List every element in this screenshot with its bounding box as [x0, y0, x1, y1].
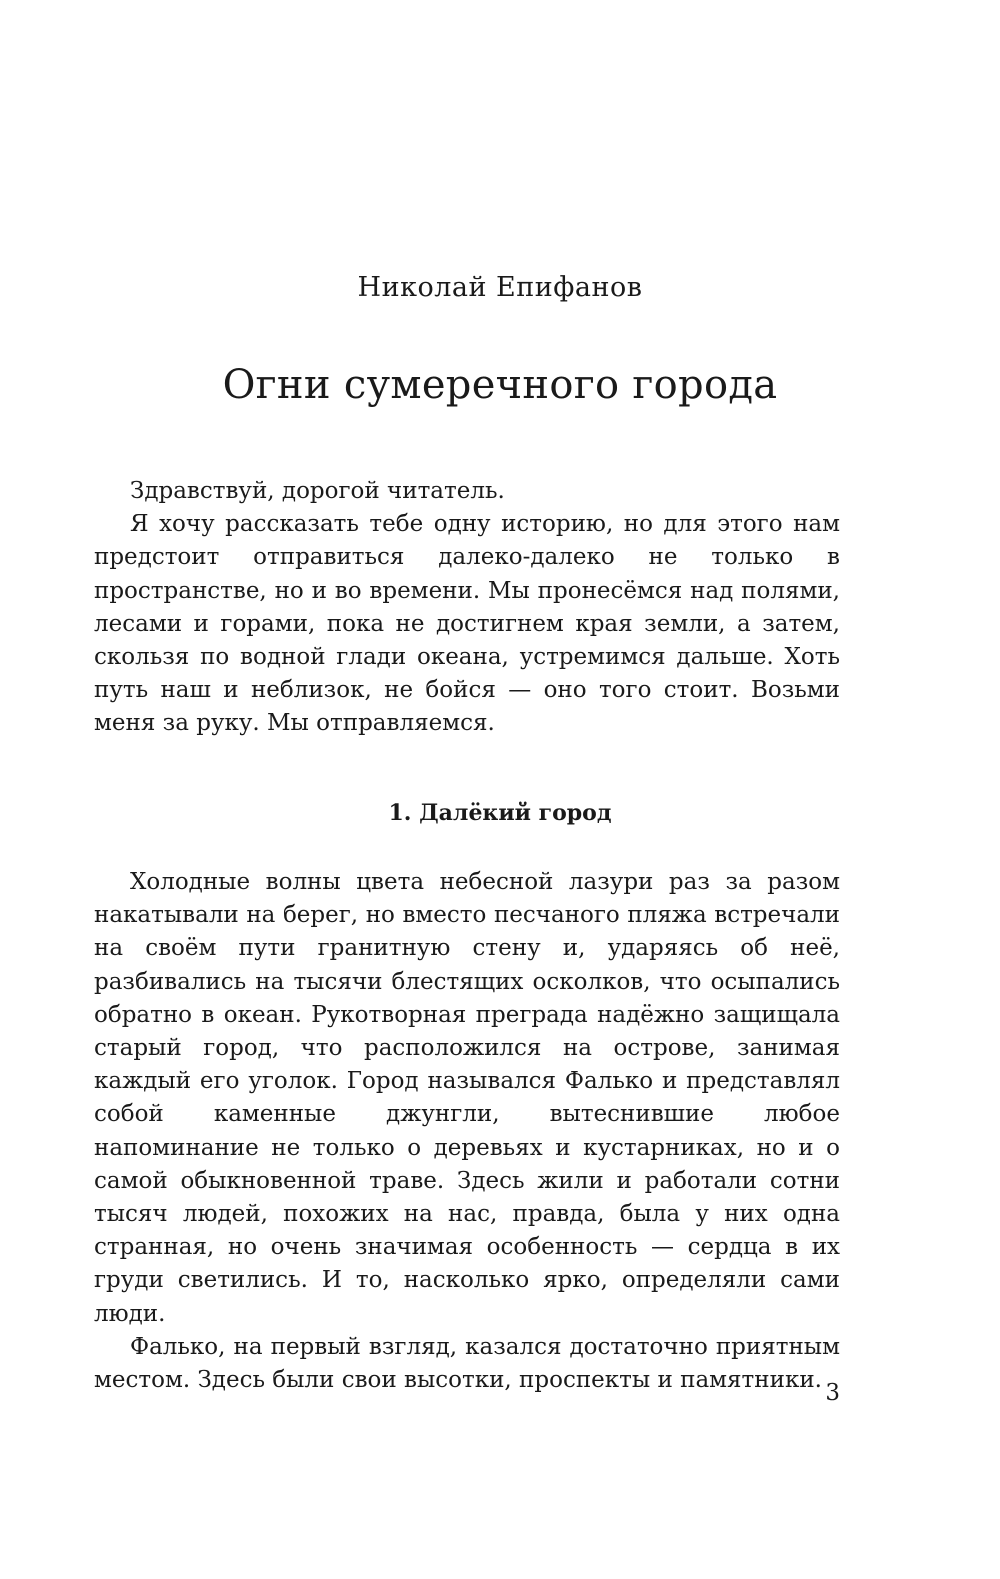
intro-paragraph: Здравствуй, дорогой читатель. — [130, 478, 505, 504]
body-paragraph: Фалько, на первый взгляд, казался достаточно приятным местом. Здесь были свои высотки, проспекты и памятники. — [94, 1333, 840, 1394]
chapter-heading: 1. Далёкий город — [388, 800, 612, 826]
story-title: Огни сумеречного города — [222, 362, 778, 408]
body-paragraph: Холодные волны цвета небесной лазури раз за разом накатывали на берег, но вместо песчаного пляжа встречали на своём пути гранитную стену и, ударяясь об неё, разбивались на тысячи блестящих осколков, что осыпались обратно в океан. Рукотворная преграда надёжно защищала старый город, что расположился на острове, занимая каждый его уголок. Город назывался Фалько и представлял собой каменные джунгли, вытеснившие любое напоминание не только о деревьях и кустарниках, но и о самой обыкновенной траве. Здесь жили и работали сотни тысяч людей, похожих на нас, правда, была у них одна странная, но очень значимая особенность — сердца в их груди светились. И то, насколько ярко, определяли сами люди. — [94, 869, 840, 1327]
intro-section — [94, 475, 840, 741]
chapter-body — [94, 866, 840, 1397]
author-name: Николай Епифанов — [357, 272, 643, 303]
intro-paragraph: Я хочу рассказать тебе одну историю, но для этого нам предстоит отправиться далеко-далеко не только в пространстве, но и во времени. Мы пронесёмся над полями, лесами и горами, пока не достигнем края земли, а затем, скользя по водной глади океана, устремимся дальше. Хоть путь наш и неблизок, не бойся — оно того стоит. Возьми меня за руку. Мы отправляемся. — [94, 511, 840, 737]
page-number: 3 — [825, 1380, 840, 1406]
